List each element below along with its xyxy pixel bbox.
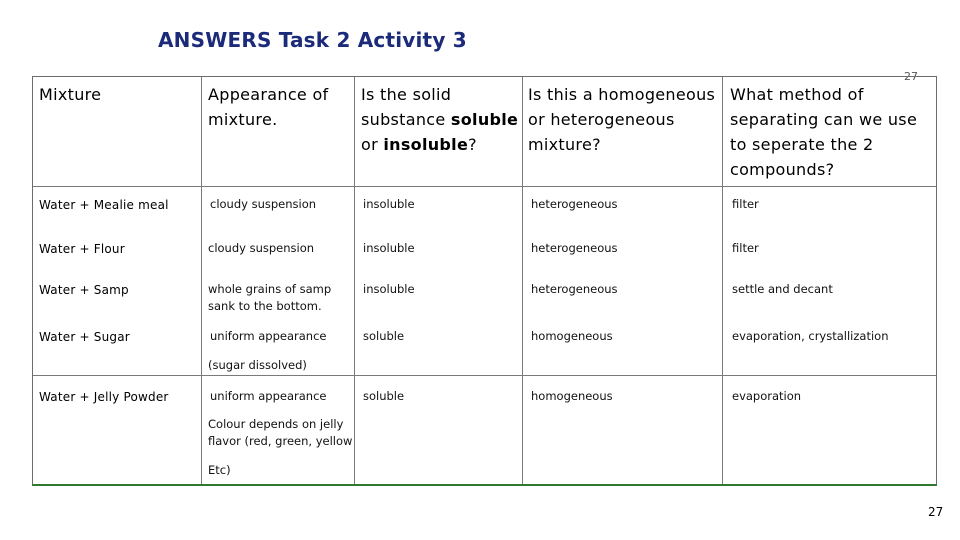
table-cell-method: evaporation [732,389,802,403]
table-row-label: Water + Jelly Powder [39,390,169,404]
table-cell-appearance: uniform appearance [210,329,327,343]
header-divider [33,186,936,187]
slide-number-bottom: 27 [928,505,944,519]
table-cell-appearance-note: (sugar dissolved) [208,358,307,372]
column-divider [722,77,723,484]
header-appearance-line: Appearance of [208,85,329,104]
header-text: ? [468,135,477,154]
cell-line: sank to the bottom. [208,299,322,313]
table-cell-type: homogeneous [531,329,613,343]
column-divider [522,77,523,484]
cell-line: flavor (red, green, yellow [208,434,353,448]
header-method-line: to seperate the 2 [730,135,874,154]
header-bold-insoluble: insoluble [383,135,469,154]
header-mixture: Mixture [39,85,102,104]
table-cell-solubility: soluble [363,389,405,403]
header-method-line: What method of [730,85,864,104]
header-bold-soluble: soluble [450,110,519,129]
table-row-label: Water + Sugar [39,330,130,344]
header-method [730,82,917,182]
table-cell-solubility: soluble [363,329,405,343]
table-cell-solubility: insoluble [363,197,415,211]
header-homogeneity-line: mixture? [528,135,601,154]
table-cell-method: filter [732,241,759,255]
table-cell-method: settle and decant [732,282,833,296]
column-divider [201,77,202,484]
cell-line: Colour depends on jelly [208,417,344,431]
header-homogeneity-line: Is this a homogeneous [528,85,716,104]
header-method-line: separating can we use [730,110,918,129]
table-cell-appearance: uniform appearance [210,389,327,403]
header-homogeneity [528,82,715,157]
header-solubility-line: Is the solid [361,85,452,104]
table-cell-type: heterogeneous [531,241,618,255]
header-appearance-line: mixture. [208,110,278,129]
header-homogeneity-line: or heterogeneous [528,110,675,129]
table-cell-type: heterogeneous [531,197,618,211]
header-solubility [361,82,518,157]
header-method-line: compounds? [730,160,835,179]
table-cell-appearance: cloudy suspension [208,241,315,255]
cell-line: whole grains of samp [208,282,332,296]
column-divider [354,77,355,484]
answers-table [32,76,937,486]
header-solubility-line [361,132,518,157]
table-cell-solubility: insoluble [363,241,415,255]
header-appearance [208,82,328,132]
header-solubility-line [361,107,518,132]
table-cell-method: evaporation, crystallization [732,329,889,343]
page-title: ANSWERS Task 2 Activity 3 [158,28,467,52]
header-text: or [361,135,384,154]
table-cell-appearance-note [208,416,352,450]
table-cell-solubility: insoluble [363,282,415,296]
table-row-label: Water + Flour [39,242,125,256]
slide-number-top: 27 [904,70,918,83]
table-cell-appearance-note: Etc) [208,463,231,477]
table-cell-appearance [208,281,331,315]
table-cell-type: homogeneous [531,389,613,403]
table-cell-appearance: cloudy suspension [210,197,317,211]
table-cell-type: heterogeneous [531,282,618,296]
header-text: substance [361,110,451,129]
table-row-label: Water + Mealie meal [39,198,169,212]
table-cell-method: filter [732,197,759,211]
row-divider [33,375,936,376]
table-row-label: Water + Samp [39,283,129,297]
